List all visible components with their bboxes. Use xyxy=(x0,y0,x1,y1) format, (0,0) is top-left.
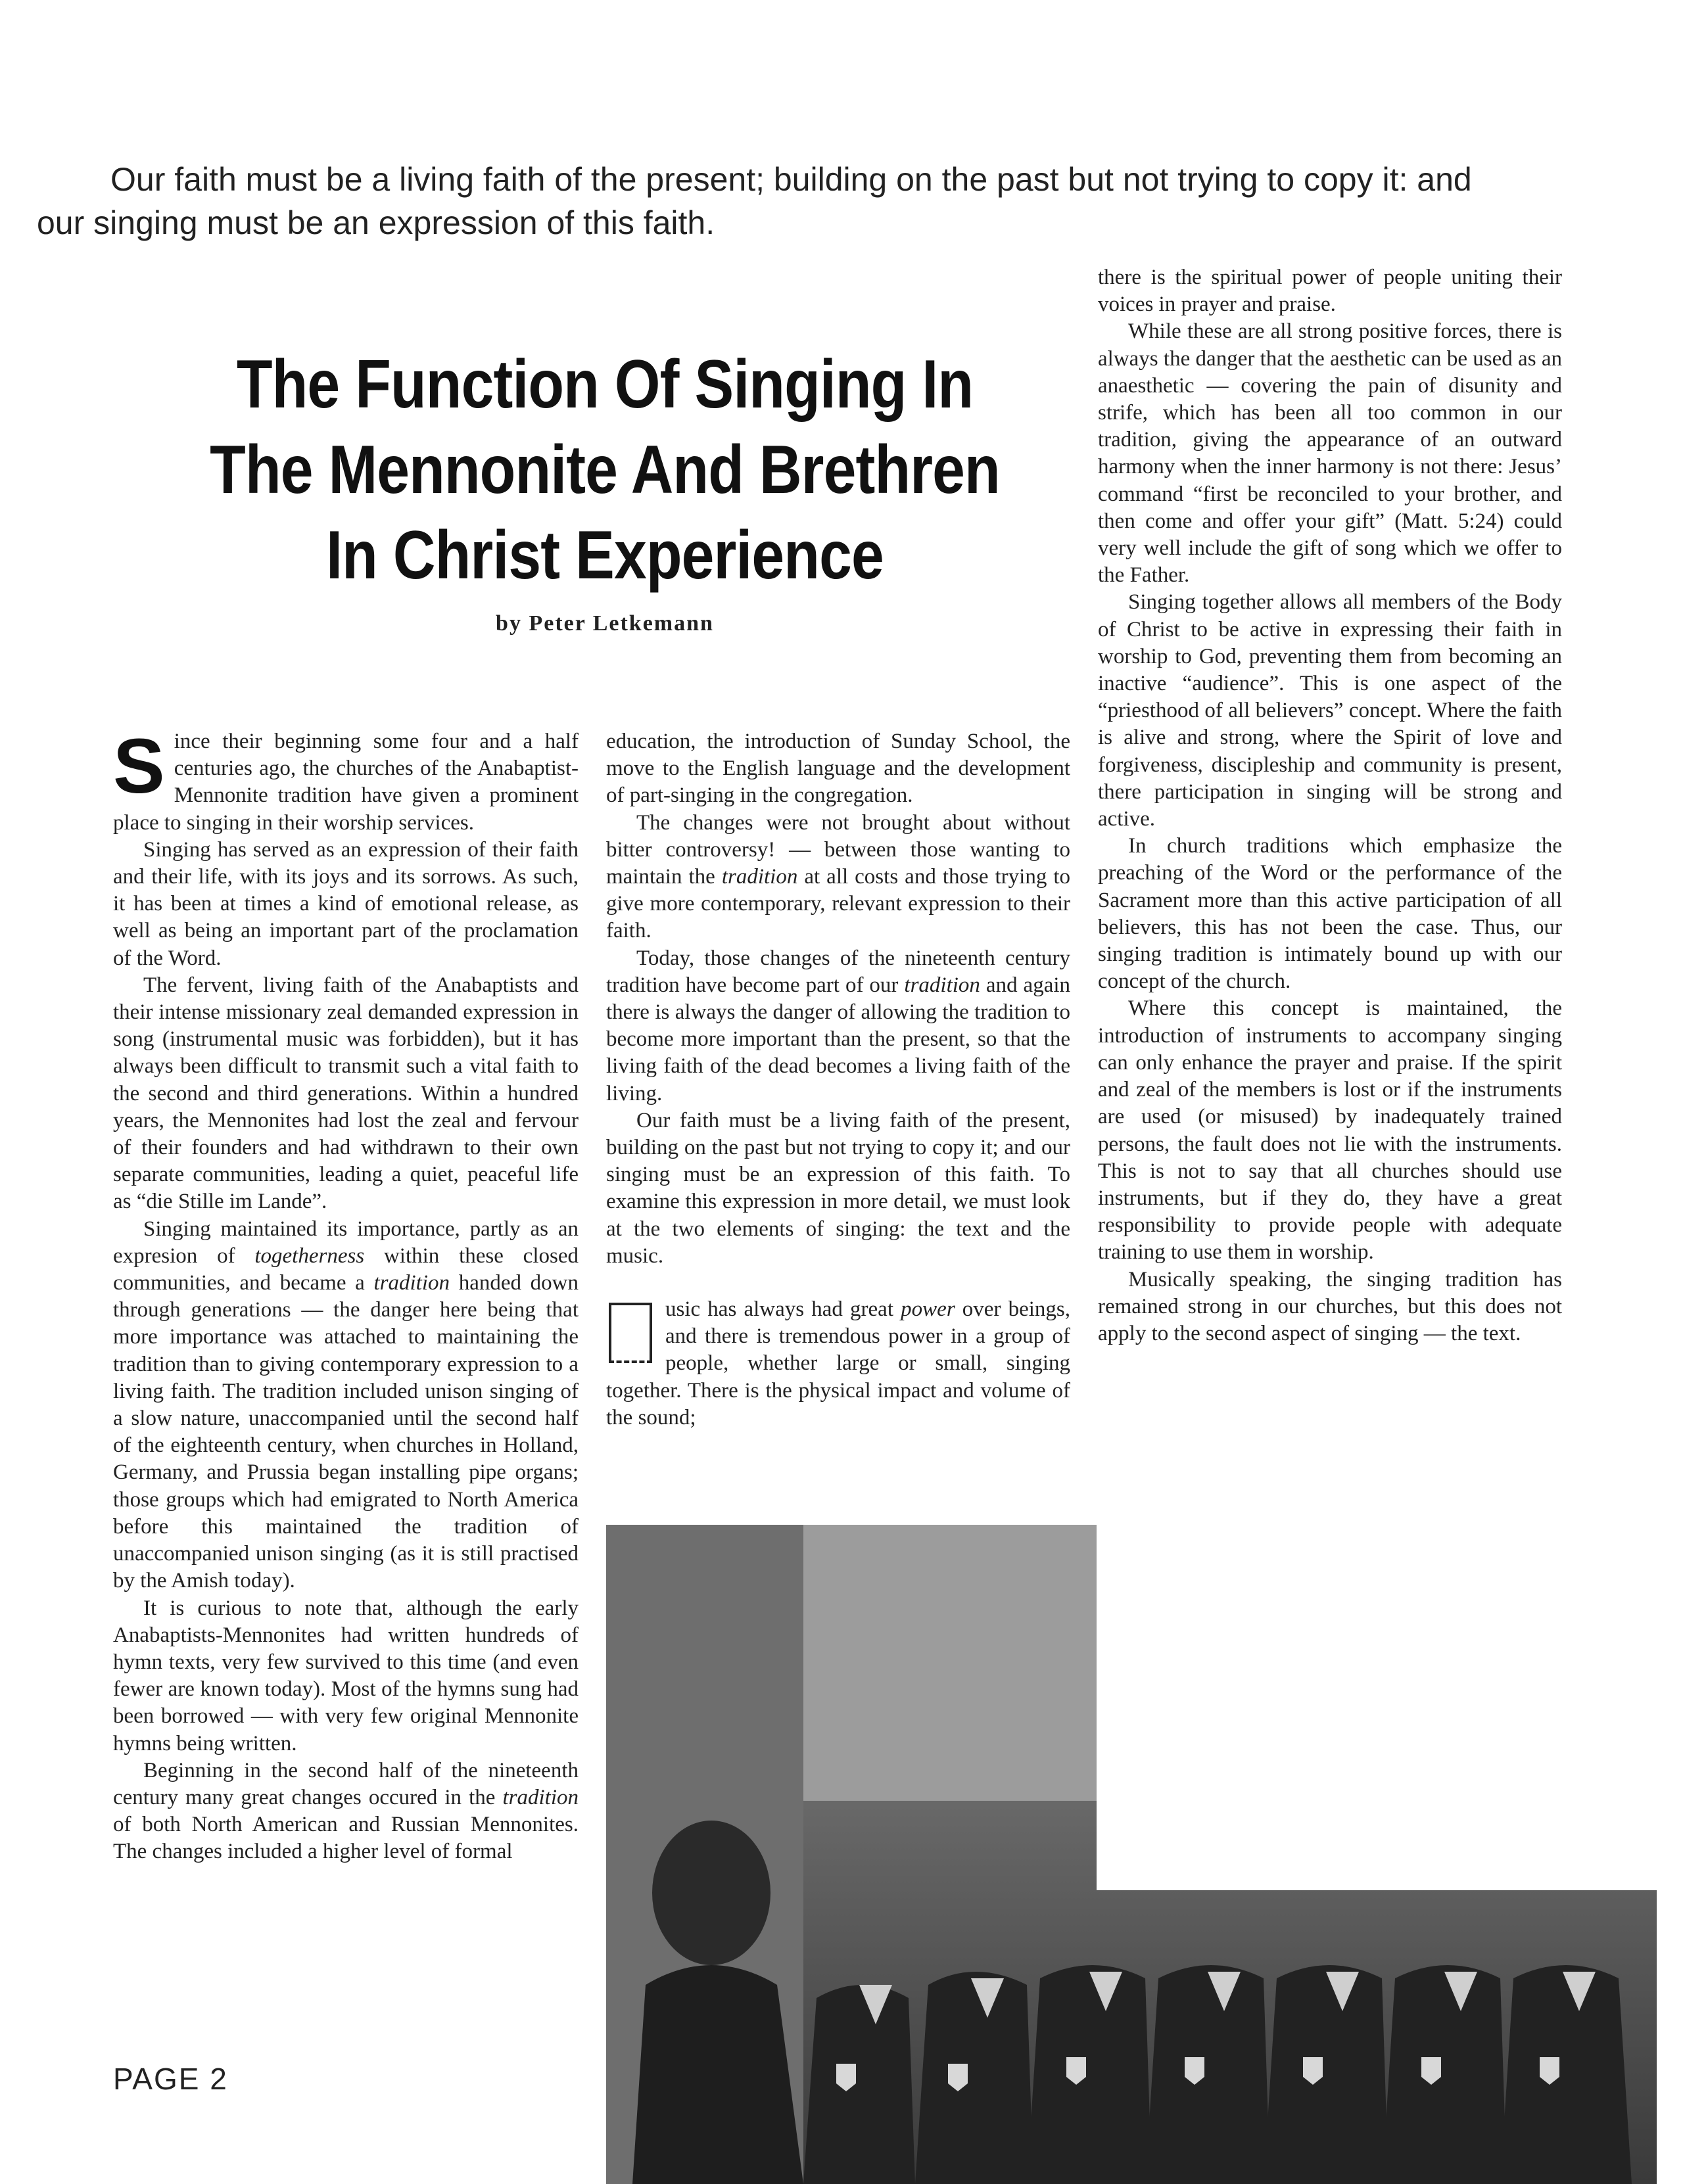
paragraph: education, the introduction of Sunday School, the move to the English language and the development of part-singing in the congregation. xyxy=(606,730,1070,808)
article-column-1 xyxy=(113,723,579,1866)
byline: by Peter Letkemann xyxy=(496,611,714,636)
paragraph: While these are all strong positive forces, there is always the danger that the aesthetic can be used as an anaesthetic — covering the pain of disunity and strife, which has been all too common in our tradition, giving the appearance of an outward harmony when the inner harmony is not there: Jesus’ command “first be reconciled to your brother, and then come and offer your gift” (Matt. 5:24) could very well include the gift of song which we offer to the Father. xyxy=(1098,319,1562,588)
paragraph: Singing together allows all members of the Body of Christ to be active in expressing their faith in worship to God, preventing them from becoming an inactive “audience”. This is one aspect of the “priesthood of all believers” concept. Where the faith is alive and strong, where the Spirit of love and forgiveness, discipleship and community is present, there participation in singing will be strong and active. xyxy=(1098,590,1562,831)
paragraph: Musically speaking, the singing tradition has remained strong in our churches, but this does not apply to the second aspect of singing — the text. xyxy=(1098,1267,1562,1345)
paragraph: Beginning in the second half of the nineteenth century many great changes occured in the tradition of both North American and Russian Mennonites. The changes included a higher level of formal xyxy=(113,1758,579,1864)
page-number: PAGE 2 xyxy=(113,2062,228,2096)
paragraph: It is curious to note that, although the early Anabaptists-Mennonites had written hundreds of hymn texts, very few survived to this time (and even fewer are known today). Most of the hymns sung had been borrowed — with very few original Mennonite hymns being written. xyxy=(113,1596,579,1755)
photo-blank-area xyxy=(1097,1523,1657,1890)
article-column-3 xyxy=(1098,264,1562,1347)
paragraph: there is the spiritual power of people uniting their voices in prayer and praise. xyxy=(1098,266,1562,317)
drop-cap-m xyxy=(609,1303,652,1363)
drop-cap: S xyxy=(113,723,165,810)
paragraph: usic has always had great power over beings, and there is tremendous power in a group of people, whether large or small, singing together. There is the physical impact and volume of the sound; xyxy=(606,1297,1071,1429)
paragraph: The fervent, living faith of the Anabaptists and their intense missionary zeal demanded expression in song (instrumental music was forbidden), but it has always been difficult to transmit such a vital faith to the second and third generations. Within a hundred years, the Mennonites had lost the zeal and fervour of their founders and had withdrawn to their own separate communities, leading a quiet, peaceful life as “die Stille im Lande”. xyxy=(113,973,579,1214)
paragraph: The changes were not brought about without bitter controversy! — between those wanting to maintain the tradition at all costs and those trying to give more contemporary, relevant expression to their faith. xyxy=(606,810,1070,943)
pull-quote: Our faith must be a living faith of the present; building on the past but not trying to copy it: and our singing must be an expression of this faith. xyxy=(37,161,1472,241)
paragraph: Since their beginning some four and a half centuries ago, the churches of the Anabaptist-Mennonite tradition have given a prominent place to singing in their worship services. xyxy=(113,723,579,835)
title-line: The Mennonite And Brethren xyxy=(210,432,1000,508)
paragraph: In church traditions which emphasize the preaching of the Word or the performance of the Sacrament more than this active participation of all believers, this has not been the case. Thus, our singing tradition is intimately bound up with our concept of the church. xyxy=(1098,834,1562,994)
paragraph: Our faith must be a living faith of the present, building on the past but not trying to copy it; and our singing must be an expression of this faith. To examine this expression in more detail, we must look at the two elements of singing: the text and the music. xyxy=(606,1108,1070,1268)
article-column-2 xyxy=(606,728,1070,1431)
title-line: The Function Of Singing In xyxy=(236,346,974,423)
paragraph: Today, those changes of the nineteenth century tradition have become part of our tradition and again there is always the danger of allowing the tradition to become more important than the present, so that the living faith of the dead becomes a living faith of the living. xyxy=(606,946,1071,1105)
paragraph: Singing maintained its importance, partly as an expresion of togetherness within these closed communities, and became a tradition handed down through generations — the danger here being that more importance was attached to maintaining the tradition than to giving contemporary expression to a living faith. The tradition included unison singing of a slow nature, unaccompanied until the second half of the eighteenth century, when churches in Holland, Germany, and Prussia began installing pipe organs; those groups which had emigrated to North America before this maintained the tradition of unaccompanied unison singing (as it is still practised by the Amish today). xyxy=(113,1217,579,1593)
title-line: In Christ Experience xyxy=(326,517,884,593)
article-title xyxy=(187,342,1024,598)
paragraph: Where this concept is maintained, the introduction of instruments to accompany singing can only enhance the prayer and praise. If the spirit and zeal of the members is lost or if the instruments are used (or misused) by inadequately trained persons, the fault does not lie with the instruments. This is not to say that all churches should use instruments, but if they do, they have a great responsibility to provide people with adequate training to use them in worship. xyxy=(1098,996,1562,1265)
paragraph: Singing has served as an expression of their faith and their life, with its joys and its sorrows. As such, it has been at times a kind of emotional release, as well as being an important part of the proclamation of the Word. xyxy=(113,837,579,970)
